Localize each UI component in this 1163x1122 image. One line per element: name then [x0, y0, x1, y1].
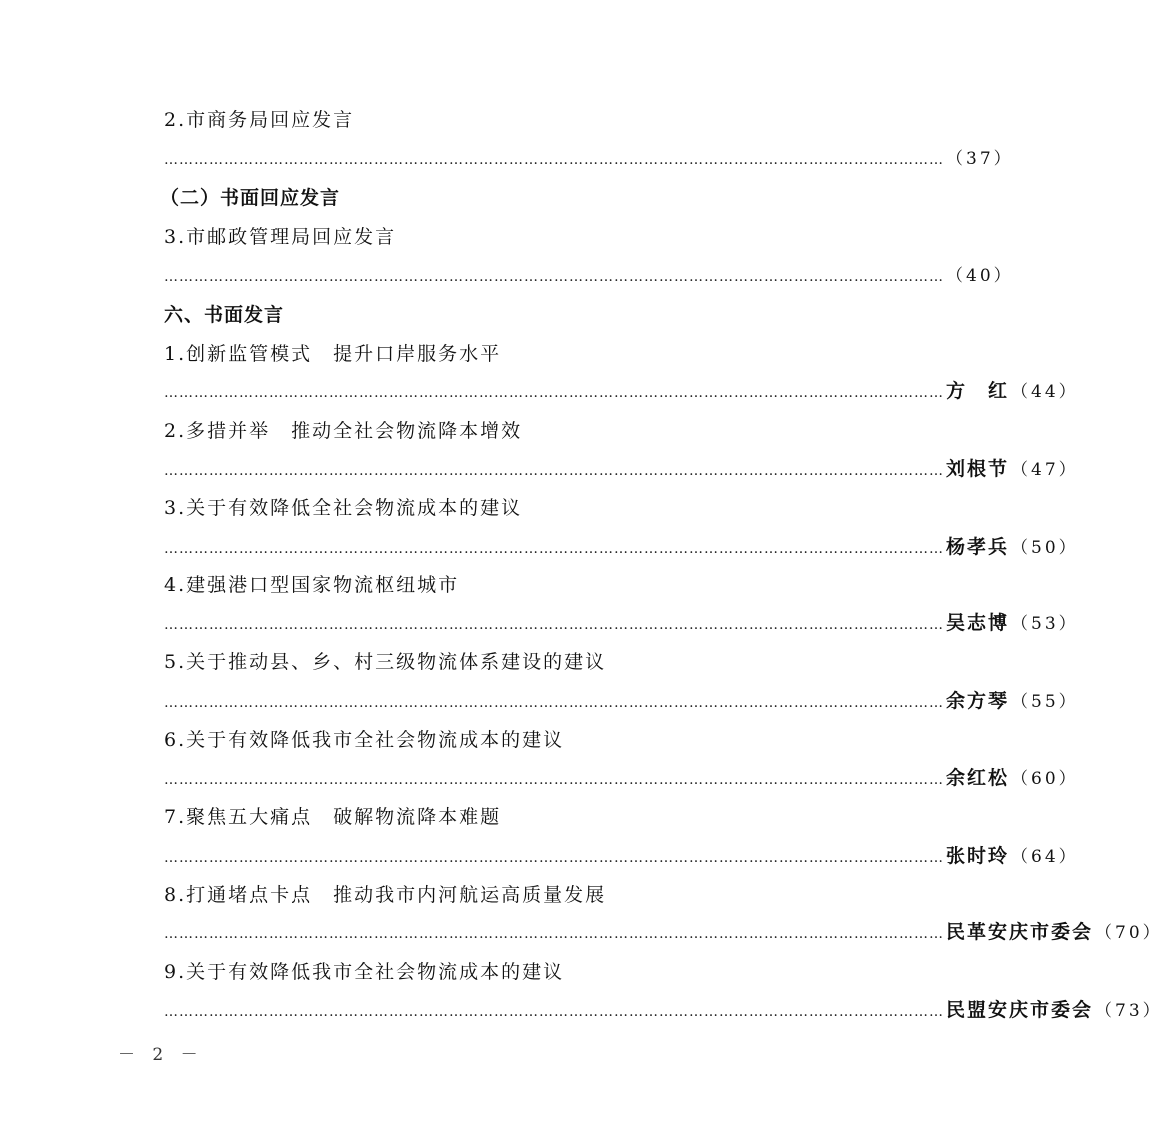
page-footer-number: － 2 － [118, 1045, 204, 1065]
toc-entry-leader [164, 610, 1079, 638]
toc-entry-title: 8.打通堵点卡点 推动我市内河航运高质量发展 [164, 884, 607, 906]
toc-entry-leader [164, 765, 1079, 793]
leader-dots: ………………………………………………………………………………………………………………………………………… [164, 926, 944, 942]
section-heading: 六、书面发言 [164, 304, 285, 326]
toc-entry-title: 7.聚焦五大痛点 破解物流降本难题 [164, 806, 502, 828]
toc-entry-author: 张时玲 [946, 845, 1010, 867]
leader-dots: ………………………………………………………………………………………………………………………………………… [164, 385, 944, 401]
leader-dots: ………………………………………………………………………………………………………………………………………… [164, 850, 944, 866]
leader-dots: ………………………………………………………………………………………………………………………………………… [164, 269, 944, 285]
toc-page-number: （73） [1095, 1001, 1163, 1021]
section-heading: （二）书面回应发言 [160, 187, 341, 209]
toc-entry-title: 3.市邮政管理局回应发言 [164, 226, 397, 248]
toc-entry-author: 吴志博 [946, 612, 1010, 634]
toc-entry-author: 民盟安庆市委会 [946, 999, 1094, 1021]
leader-dots: ………………………………………………………………………………………………………………………………………… [164, 617, 944, 633]
toc-page-number: （60） [1011, 769, 1079, 789]
toc-entry-leader [164, 997, 1163, 1025]
leader-dots: ………………………………………………………………………………………………………………………………………… [164, 695, 944, 711]
toc-entry-leader [164, 456, 1079, 484]
toc-entry-author: 余方琴 [946, 690, 1010, 712]
toc-page-number: （55） [1011, 692, 1079, 712]
leader-dots: ………………………………………………………………………………………………………………………………………… [164, 1004, 944, 1020]
toc-page-number: （40） [946, 266, 1014, 286]
toc-entry-title: 5.关于推动县、乡、村三级物流体系建设的建议 [164, 651, 607, 673]
leader-dots: ………………………………………………………………………………………………………………………………………… [164, 541, 944, 557]
toc-entry-leader [164, 919, 1163, 947]
toc-entry-leader [164, 534, 1079, 562]
toc-entry-leader [164, 688, 1079, 716]
toc-entry-title: 9.关于有效降低我市全社会物流成本的建议 [164, 961, 565, 983]
toc-page-number: （47） [1011, 460, 1079, 480]
toc-page-number: （53） [1011, 614, 1079, 634]
toc-entry-title: 2.多措并举 推动全社会物流降本增效 [164, 420, 523, 442]
toc-entry-title: 2.市商务局回应发言 [164, 109, 355, 131]
leader-dots: ………………………………………………………………………………………………………………………………………… [164, 772, 944, 788]
toc-entry-title: 6.关于有效降低我市全社会物流成本的建议 [164, 729, 565, 751]
toc-page-number: （70） [1095, 923, 1163, 943]
toc-entry-author: 杨孝兵 [946, 536, 1010, 558]
toc-entry-title: 3.关于有效降低全社会物流成本的建议 [164, 497, 523, 519]
leader-dots: ………………………………………………………………………………………………………………………………………… [164, 463, 944, 479]
leader-dots: ………………………………………………………………………………………………………………………………………… [164, 152, 944, 168]
toc-page-number: （64） [1011, 847, 1079, 867]
toc-entry-author: 方 红 [946, 380, 1010, 402]
toc-page-number: （50） [1011, 538, 1079, 558]
toc-entry-leader [164, 843, 1079, 871]
toc-page-number: （44） [1011, 382, 1079, 402]
toc-entry-author: 刘根节 [946, 458, 1010, 480]
toc-page-number: （37） [946, 149, 1014, 169]
toc-entry-title: 4.建强港口型国家物流枢纽城市 [164, 574, 460, 596]
toc-entry-leader [164, 146, 1014, 173]
toc-entry-title: 1.创新监管模式 提升口岸服务水平 [164, 343, 502, 365]
toc-entry-leader [164, 263, 1014, 290]
toc-entry-leader [164, 378, 1079, 406]
toc-entry-author: 余红松 [946, 767, 1010, 789]
toc-entry-author: 民革安庆市委会 [946, 921, 1094, 943]
